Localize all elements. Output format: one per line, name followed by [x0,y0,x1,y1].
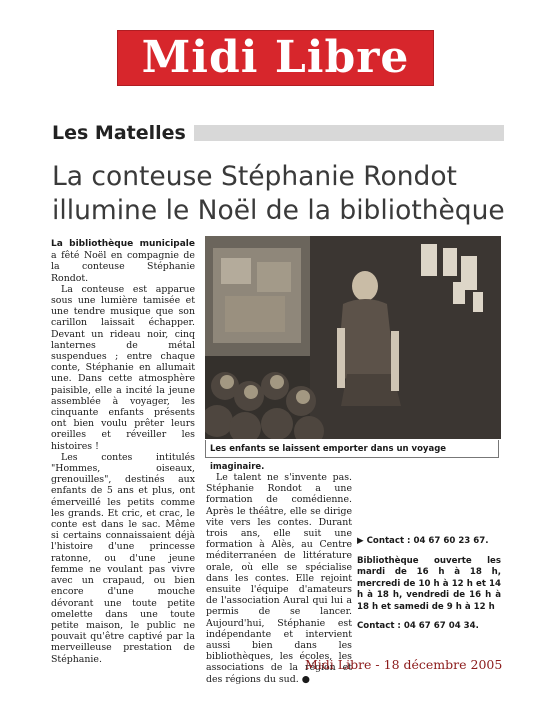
article-column-2 [206,472,352,685]
newspaper-masthead [117,30,434,86]
lead-rest: a fêté Noël en compagnie de la conteuse Stéphanie Rondot. [51,250,195,284]
headline-line-2: illumine le Noël de la bibliothèque [52,195,505,226]
column-3-spacer [357,472,501,528]
lead-paragraph [51,238,195,284]
section-rubric [52,121,504,145]
masthead-title: Midi Libre [141,32,410,83]
contact-line-2: Contact : 04 67 67 04 34. [357,621,479,631]
article-column-1 [51,238,195,665]
rubric-bar [194,125,504,141]
paragraph-4 [206,472,352,685]
paragraph-4-text: Le talent ne s'invente pas. Stéphanie Rondot a une formation de comédienne. Après le théâtre, elle se dirige vite vers les contes. Durant trois ans, elle suit une formation à Alès, au Centre méditerranéen de littérature orale, où elle se spécialise dans les contes. Elle rejoint ensuite l'équipe d'amateurs de l'association Aural qui lui a permis de se lancer. Aujourd'hui, Stéphanie est indépendante et intervient aussi bien dans les bibliothèques, les écoles, les associations de la région et des régions du sud. [206,472,352,685]
contact-1-text: Contact : 04 67 60 23 67. [366,536,489,546]
contact-line-1 [357,536,501,548]
paragraph-3: Les contes intitulés "Hommes, oiseaux, grenouilles", destinés aux enfants de 5 ans et plus, ont émerveillé les petits comme les grands. Et cric, et crac, le conte est dans le sac. Même si certains connaissaient déjà l'histoire d'une princesse ratonne, ou d'une jeune femme ne voulant pas vivre avec un crapaud, ou bien encore d'une mouche dévorant une toute petite omelette dans une toute petite maison, le public ne pouvait qu'être captivé par la merveilleuse prestation de Stéphanie. [51,451,195,665]
end-mark: ● [301,673,310,685]
article-column-3 [357,472,501,633]
article-headline [52,160,522,228]
opening-hours: Bibliothèque ouverte les mardi de 16 h à 18 h, mercredi de 10 h à 12 h et 14 h à 18 h, vendredi de 16 h à 18 h et samedi de 9 h à 12 h [357,555,501,612]
headline-line-1: La conteuse Stéphanie Rondot [52,161,457,192]
source-footer: Midi Libre - 18 décembre 2005 [305,657,503,672]
photo-caption: Les enfants se laissent emporter dans un voyage imaginaire. [205,440,499,458]
rubric-label: Les Matelles [52,122,186,144]
paragraph-2: La conteuse est apparue sous une lumière tamisée et une tendre musique que son carillon laissait échapper. Devant un rideau noir, cinq lanternes de métal suspendues ; entre chaque conte, Stéphanie en allumait une. Dans cette atmosphère paisible, elle a incité la jeune assemblée à voyager, les cinquante enfants présents ont bien voulu prêter leurs oreilles et réveiller les histoires ! [51,283,195,452]
photo-illustration [205,236,501,439]
lead-text: La bibliothèque municipale [51,239,195,249]
article-photo [205,236,501,439]
arrow-icon: ▶ [357,536,364,546]
